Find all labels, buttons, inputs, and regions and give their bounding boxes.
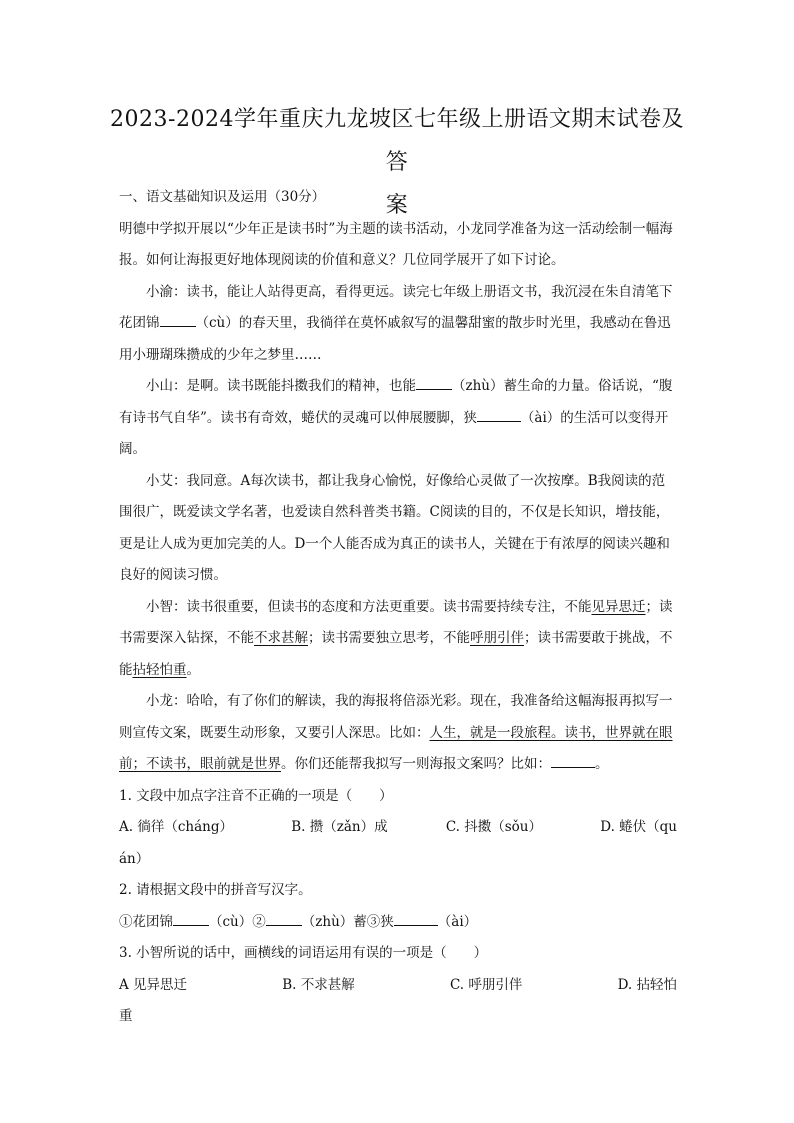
example-slogan: 人生，就是一段旅程。读书，世界就在眼前；不读书，眼前就是世界 — [119, 724, 673, 772]
q3-option-b: B. 不求甚解 — [282, 976, 355, 993]
answer-blank — [173, 913, 209, 926]
question-3-options — [119, 970, 677, 1002]
answer-blank — [394, 913, 438, 926]
question-1-stem: 1. 文段中加点字注音不正确的一项是（ ） — [119, 787, 393, 804]
q3-option-a: A 见异思迁 — [119, 976, 188, 993]
underlined-phrase: 拈轻怕重 — [132, 661, 187, 678]
q2-part-3: （zhù）蓄③狭 — [301, 913, 394, 930]
question-3-stem: 3. 小智所说的话中，画横线的词语运用有误的一项是（ ） — [119, 945, 488, 961]
answer-blank — [266, 913, 302, 926]
paragraph-xiaoai: 小艾：我同意。A每次读书，都让我身心愉悦，好像给心灵做了一次按摩。B我阅读的范围很广，既爱读文学名著，也爱读自然科普类书籍。C阅读的目的，不仅是长知识，增技能，更是让人成为更加完美的人。D一个人能否成为真正的读书人，关键在于有浓厚的阅读兴趣和良好的阅读习惯。 — [119, 472, 670, 583]
q3-option-c: C. 呼朋引伴 — [449, 976, 523, 993]
title-line-1: 2023-2024学年重庆九龙坡区七年级上册语文期末试卷及答 — [110, 107, 684, 175]
q2-part-4: （ài） — [437, 913, 478, 930]
xiaolong-text-a: 小龙：哈哈，有了你们的解读，我的海报将倍添光彩。现在，我准备给这幅海报再拟写一则宣传文案，既要生动形象，又要引人深思。比如： — [119, 693, 673, 741]
q2-part-2: （cù）② — [209, 913, 266, 930]
xiaozhi-text-a: 小智：读书很重要，但读书的态度和方法更重要。读书需要持续专注，不能 — [146, 598, 592, 615]
question-1-options — [119, 812, 677, 844]
answer-blank — [551, 755, 595, 768]
q1-option-d-continued: án） — [119, 850, 150, 867]
q1-option-c: C. 抖擞（sǒu） — [445, 819, 542, 835]
xiaozhi-text-c: ；读书需要独立思考，不能 — [308, 630, 470, 646]
xiaoshan-text-a: 小山：是啊。读书既能抖擞我们的精神，也能 — [146, 378, 416, 394]
q2-part-1: ①花团锦 — [119, 913, 173, 930]
paragraph-xiaoyu — [119, 277, 677, 372]
answer-blank — [160, 314, 196, 327]
question-2-blanks — [119, 907, 677, 939]
paragraph-xiaozhi — [119, 592, 677, 687]
q1-option-b: B. 攒（zǎn）成 — [291, 819, 388, 835]
xiaozhi-text-b: ；读书需要深入钻探，不能 — [119, 598, 673, 646]
xiaoyu-text-b: （cù）的春天里，我徜徉在莫怀戚叙写的温馨甜蜜的散步时光里，我感动在鲁迅用小珊瑚珠攒成的少年之梦里…… — [119, 315, 671, 363]
section-heading: 一、语文基础知识及运用（30分） — [119, 189, 326, 205]
paragraph-xiaoshan — [119, 371, 677, 466]
q3-option-d-continued: 重 — [119, 1008, 133, 1024]
xiaoshan-text-b: （zhù）蓄生命的力量。俗话说，“腹有诗书气自华”。读书有奇效，蜷伏的灵魂可以伸展腰脚，狭 — [119, 378, 673, 426]
document-body — [119, 182, 677, 1033]
question-2-stem: 2. 请根据文段中的拼音写汉字。 — [119, 882, 312, 898]
xiaozhi-text-e: 。 — [186, 661, 200, 678]
xiaoshan-text-c: （ài）的生活可以变得开阔。 — [119, 409, 669, 457]
underlined-phrase: 呼朋引伴 — [470, 630, 524, 646]
title-line-2: 案 — [385, 193, 409, 218]
answer-blank — [416, 377, 452, 390]
underlined-phrase: 见异思迁 — [591, 598, 646, 615]
paragraph-xiaolong — [119, 686, 677, 781]
xiaozhi-text-d: ；读书需要敢于挑战，不能 — [119, 630, 673, 678]
xiaolong-text-b: 。你们还能帮我拟写一则海报文案吗？比如： — [281, 756, 551, 772]
q3-option-d: D. 拈轻怕 — [617, 976, 677, 993]
underlined-phrase: 不求甚解 — [254, 630, 308, 646]
answer-blank — [477, 409, 521, 422]
xiaoyu-text-a: 小渝：读书，能让人站得更高，看得更远。读完七年级上册语文书，我沉浸在朱自清笔下花团锦 — [119, 283, 673, 331]
q1-option-a: A. 徜徉（cháng） — [119, 819, 233, 835]
intro-paragraph: 明德中学拟开展以“少年正是读书时”为主题的读书活动，小龙同学准备为这一活动绘制一幅海报。如何让海报更好地体现阅读的价值和意义？几位同学展开了如下讨论。 — [119, 220, 673, 268]
q1-option-d: D. 蜷伏（qu — [600, 819, 677, 835]
xiaolong-text-c: 。 — [595, 756, 609, 772]
